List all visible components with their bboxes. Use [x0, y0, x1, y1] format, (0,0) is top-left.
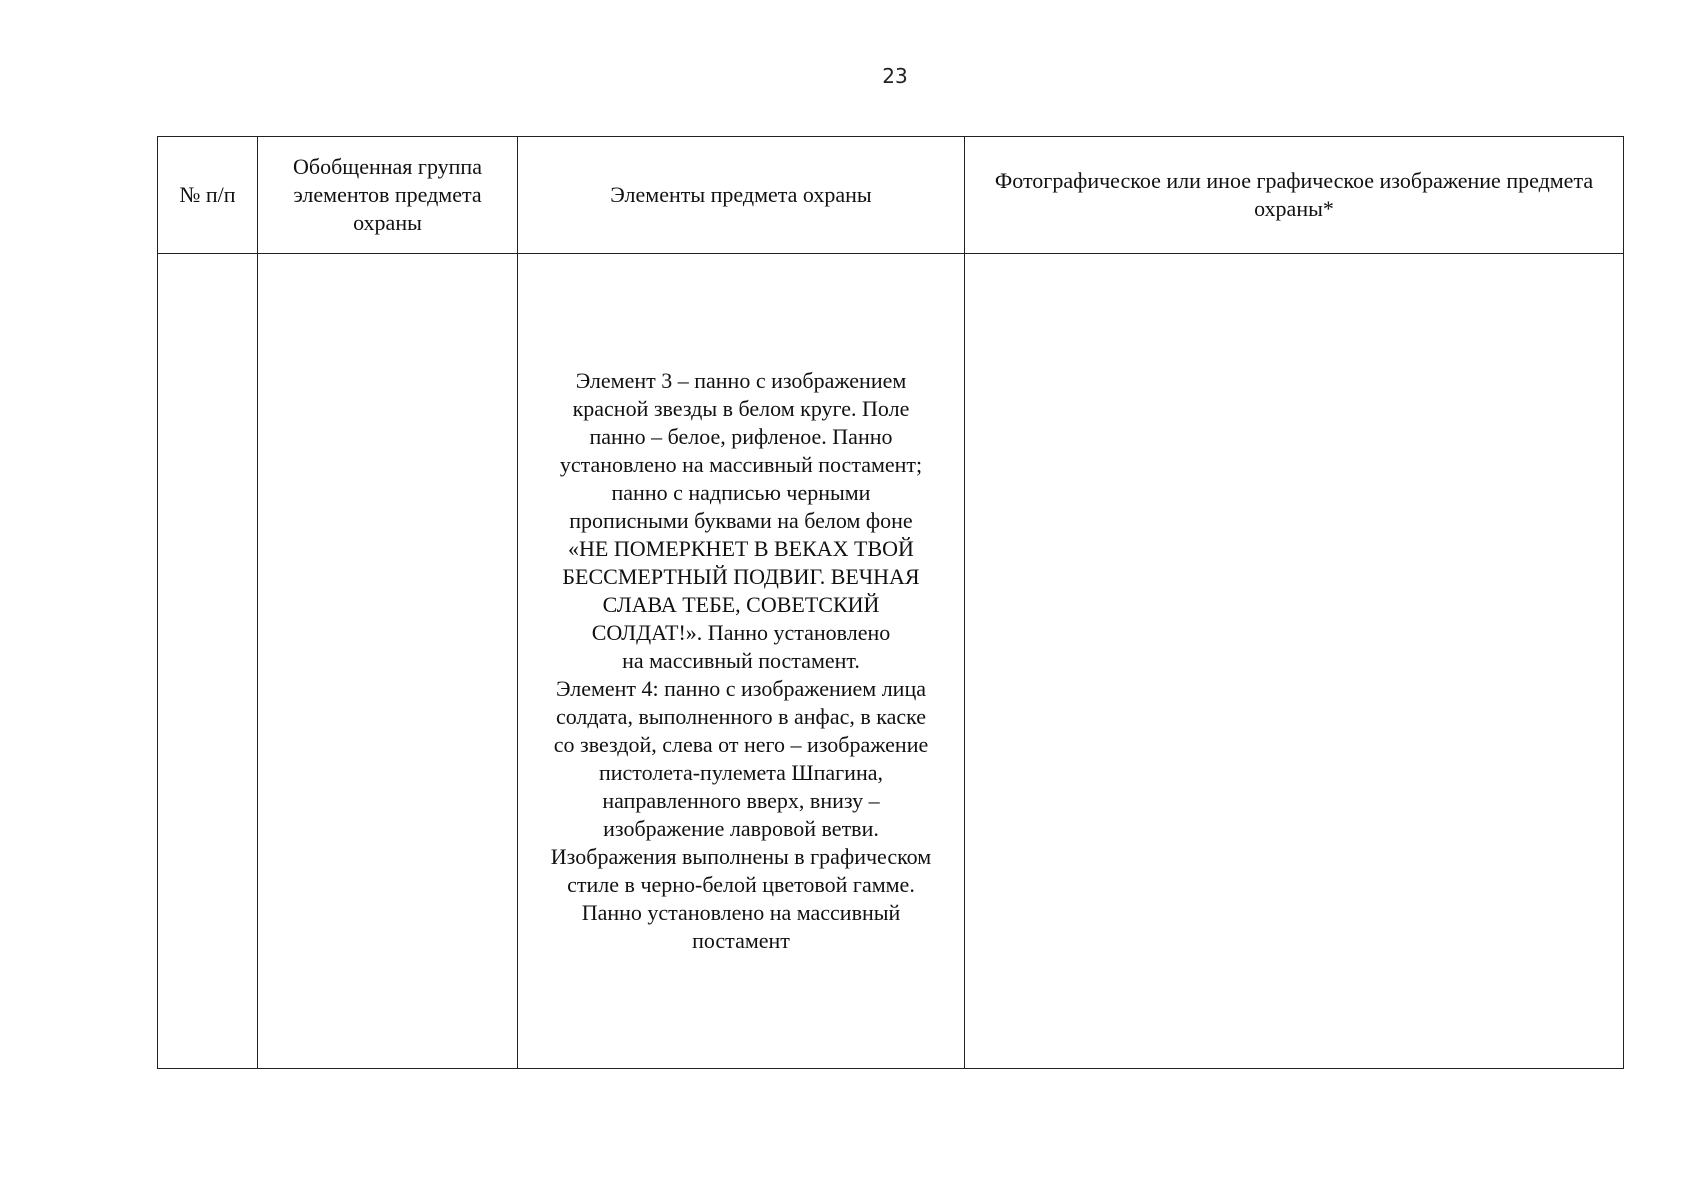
header-group-label: Обобщенная группа элементов предмета охраны [293, 154, 482, 235]
protection-subject-table [157, 136, 1624, 1069]
table-header [158, 137, 1624, 254]
page-number: 23 [882, 64, 908, 88]
header-row [158, 137, 1624, 254]
header-elements-label: Элементы предмета охраны [610, 182, 872, 207]
cell-group [258, 254, 518, 1069]
cell-elements [518, 254, 965, 1069]
header-number-label: № п/п [179, 182, 236, 207]
header-photo-label: Фотографическое или иное графическое изображение предмета охраны* [994, 168, 1594, 221]
header-group [258, 137, 518, 254]
cell-photo [965, 254, 1624, 1069]
table-row [158, 254, 1624, 1069]
header-number [158, 137, 258, 254]
table-body [158, 254, 1624, 1069]
header-photo [965, 137, 1624, 254]
header-elements [518, 137, 965, 254]
cell-elements-text: Элемент 3 – панно с изображением красной звезды в белом круге. Поле панно – белое, рифленое. Панно установлено на массивный постамент; панно с надписью черными прописными буквами на белом фоне «НЕ ПОМЕРКНЕТ В ВЕКАХ ТВОЙ БЕССМЕРТНЫЙ ПОДВИГ. ВЕЧНАЯ СЛАВА ТЕБЕ, СОВЕТСКИЙ СОЛДАТ!». Панно установлено на массивный постамент. Элемент 4: панно с изображением лица солдата, выполненного в анфас, в каске со звездой, слева от него – изображение пистолета-пулемета Шпагина, направленного вверх, внизу – изображение лавровой ветви. Изображения выполнены в графическом стиле в черно-белой цветовой гамме. Панно установлено на массивный постамент [550, 368, 932, 953]
cell-number [158, 254, 258, 1069]
